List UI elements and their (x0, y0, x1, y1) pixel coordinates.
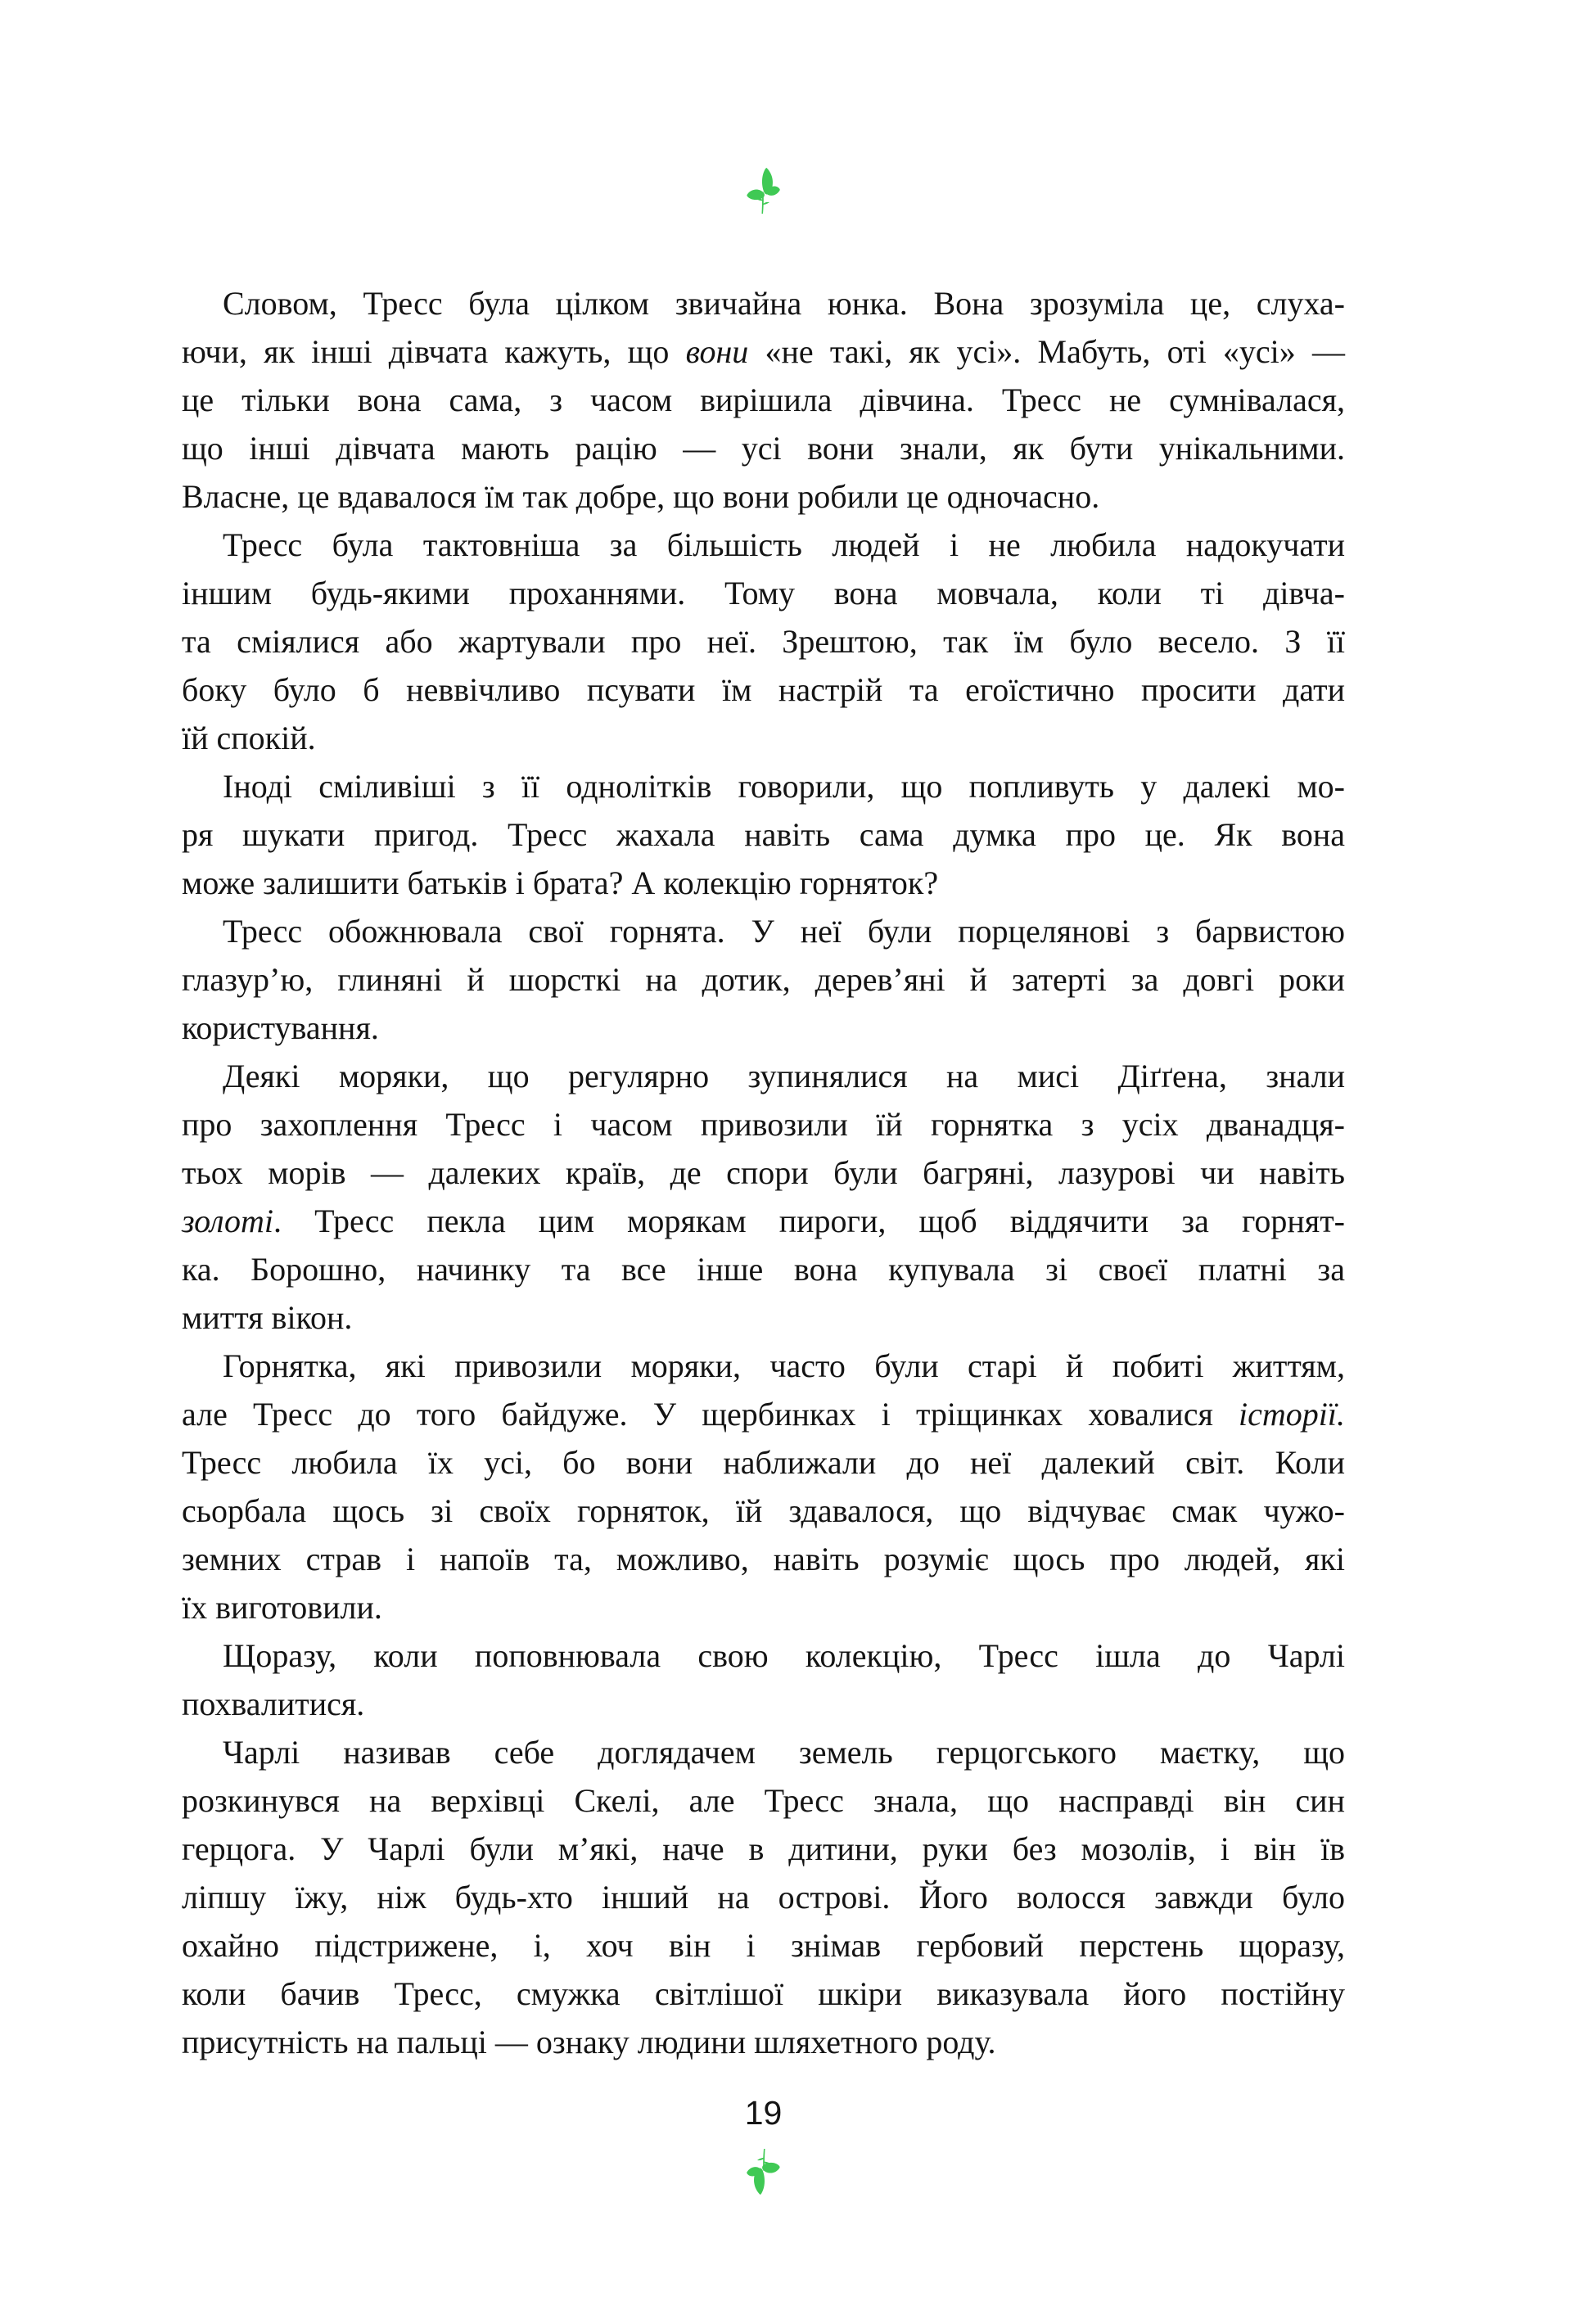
text-segment: присутність на пальці — ознаку людини шляхетного роду. (182, 2024, 996, 2060)
text-segment: земних страв і напоїв та, можливо, навіть розуміє щось про людей, які (182, 1541, 1345, 1577)
text-segment: користування. (182, 1009, 379, 1046)
text-segment: . Тресс пекла цим морякам пироги, щоб віддячити за горнят- (273, 1203, 1345, 1239)
text-segment: глазур’ю, глиняні й шорсткі на дотик, дерев’яні й затерті за довгі роки (182, 961, 1345, 998)
text-line (182, 569, 1345, 617)
text-segment: Горнятка, які привозили моряки, часто були старі й побиті життям, (223, 1347, 1345, 1384)
text-segment: ря шукати пригод. Тресс жахала навіть сама думка про це. Як вона (182, 816, 1345, 853)
text-line (182, 1680, 1345, 1728)
text-segment: Тресс любила їх усі, бо вони наближали до неї далекий світ. Коли (182, 1444, 1345, 1481)
text-line (182, 907, 1345, 955)
page-number: 19 (744, 2094, 783, 2132)
text-line (182, 762, 1345, 810)
text-segment: про захоплення Тресс і часом привозили їй горнятка з усіх дванадця- (182, 1106, 1345, 1143)
text-line (182, 472, 1345, 521)
text-segment: розкинувся на верхівці Скелі, але Тресс знала, що насправді він син (182, 1782, 1345, 1819)
text-line (182, 714, 1345, 762)
text-line (182, 1100, 1345, 1148)
text-segment: Чарлі називав себе доглядачем земель герцогського маєтку, що (223, 1734, 1345, 1771)
sprout-icon (744, 167, 783, 214)
text-segment: ка. Борошно, начинку та все інше вона купувала зі своєї платні за (182, 1251, 1345, 1288)
text-line (182, 1390, 1345, 1438)
text-line (182, 1293, 1345, 1342)
text-segment: Деякі моряки, що регулярно зупинялися на мисі Діґґена, знали (223, 1058, 1345, 1094)
text-line (182, 1583, 1345, 1631)
text-segment: це тільки вона сама, з часом вирішила дівчина. Тресс не сумнівалася, (182, 381, 1345, 418)
italic-text: золоті (182, 1203, 274, 1239)
text-line (182, 376, 1345, 424)
body-text (182, 279, 1345, 2066)
text-line (182, 1197, 1345, 1245)
text-line (182, 1052, 1345, 1100)
text-segment: Тресс обожнювала свої горнята. У неї були порцелянові з барвистою (223, 913, 1345, 950)
text-line (182, 521, 1345, 569)
text-line (182, 279, 1345, 327)
text-line (182, 1487, 1345, 1535)
text-segment: коли бачив Тресс, смужка світлішої шкіри виказувала його постійну (182, 1975, 1345, 2012)
text-segment: що інші дівчата мають рацію — усі вони знали, як бути унікальними. (182, 430, 1345, 467)
text-segment: боку було б неввічливо псувати їм настрій та егоїстично просити дати (182, 671, 1345, 708)
text-line (182, 810, 1345, 859)
text-segment: іншим будь-якими проханнями. Тому вона мовчала, коли ті дівча- (182, 575, 1345, 611)
bottom-ornament (182, 2148, 1345, 2195)
text-segment: сьорбала щось зі своїх горняток, їй здавалося, що відчуває смак чужо- (182, 1492, 1345, 1529)
text-line (182, 1970, 1345, 2018)
text-segment: миття вікон. (182, 1299, 353, 1336)
italic-text: історії. (1239, 1396, 1345, 1433)
text-line (182, 1245, 1345, 1293)
text-line (182, 1342, 1345, 1390)
text-line (182, 327, 1345, 376)
text-segment: похвалитися. (182, 1685, 365, 1722)
text-line (182, 1148, 1345, 1197)
text-line (182, 1004, 1345, 1052)
text-line (182, 424, 1345, 472)
text-line (182, 617, 1345, 666)
text-segment: їх виготовили. (182, 1589, 382, 1626)
text-line (182, 1728, 1345, 1776)
text-line (182, 1438, 1345, 1487)
text-line (182, 1535, 1345, 1583)
text-line (182, 859, 1345, 907)
text-segment: але Тресс до того байдуже. У щербинках і тріщинках ховалися (182, 1396, 1239, 1433)
text-line (182, 1825, 1345, 1873)
text-line (182, 955, 1345, 1004)
text-segment: Власне, це вдавалося їм так добре, що вони робили це одночасно. (182, 478, 1100, 515)
sprout-icon-rotated (744, 2148, 783, 2195)
text-segment: тьох морів — далеких країв, де спори були багряні, лазурові чи навіть (182, 1154, 1345, 1191)
italic-text: вони (685, 333, 749, 370)
text-segment: ліпшу їжу, ніж будь-хто інший на острові. Його волосся завжди було (182, 1879, 1345, 1916)
text-segment: Іноді сміливіші з її однолітків говорили, що попливуть у далекі мо- (223, 768, 1345, 805)
text-line (182, 1873, 1345, 1921)
text-segment: Тресс була тактовніша за більшість людей і не любила надокучати (223, 526, 1345, 563)
text-line (182, 666, 1345, 714)
text-segment: охайно підстрижене, і, хоч він і знімав гербовий перстень щоразу, (182, 1927, 1345, 1964)
top-ornament (182, 167, 1345, 214)
text-segment: Щоразу, коли поповнювала свою колекцію, Тресс ішла до Чарлі (223, 1637, 1345, 1674)
text-segment: їй спокій. (182, 720, 316, 756)
text-line (182, 2018, 1345, 2066)
text-segment: Словом, Тресс була цілком звичайна юнка. Вона зрозуміла це, слуха- (223, 285, 1345, 322)
text-segment: може залишити батьків і брата? А колекцію горняток? (182, 864, 939, 901)
text-segment: ючи, як інші дівчата кажуть, що (182, 333, 686, 370)
text-line (182, 1921, 1345, 1970)
text-segment: «не такі, як усі». Мабуть, оті «усі» — (748, 333, 1345, 370)
text-segment: та сміялися або жартували про неї. Зрештою, так їм було весело. З її (182, 623, 1345, 660)
text-line (182, 1776, 1345, 1825)
text-line (182, 1631, 1345, 1680)
text-segment: герцога. У Чарлі були м’які, наче в дитини, руки без мозолів, і він їв (182, 1830, 1345, 1867)
